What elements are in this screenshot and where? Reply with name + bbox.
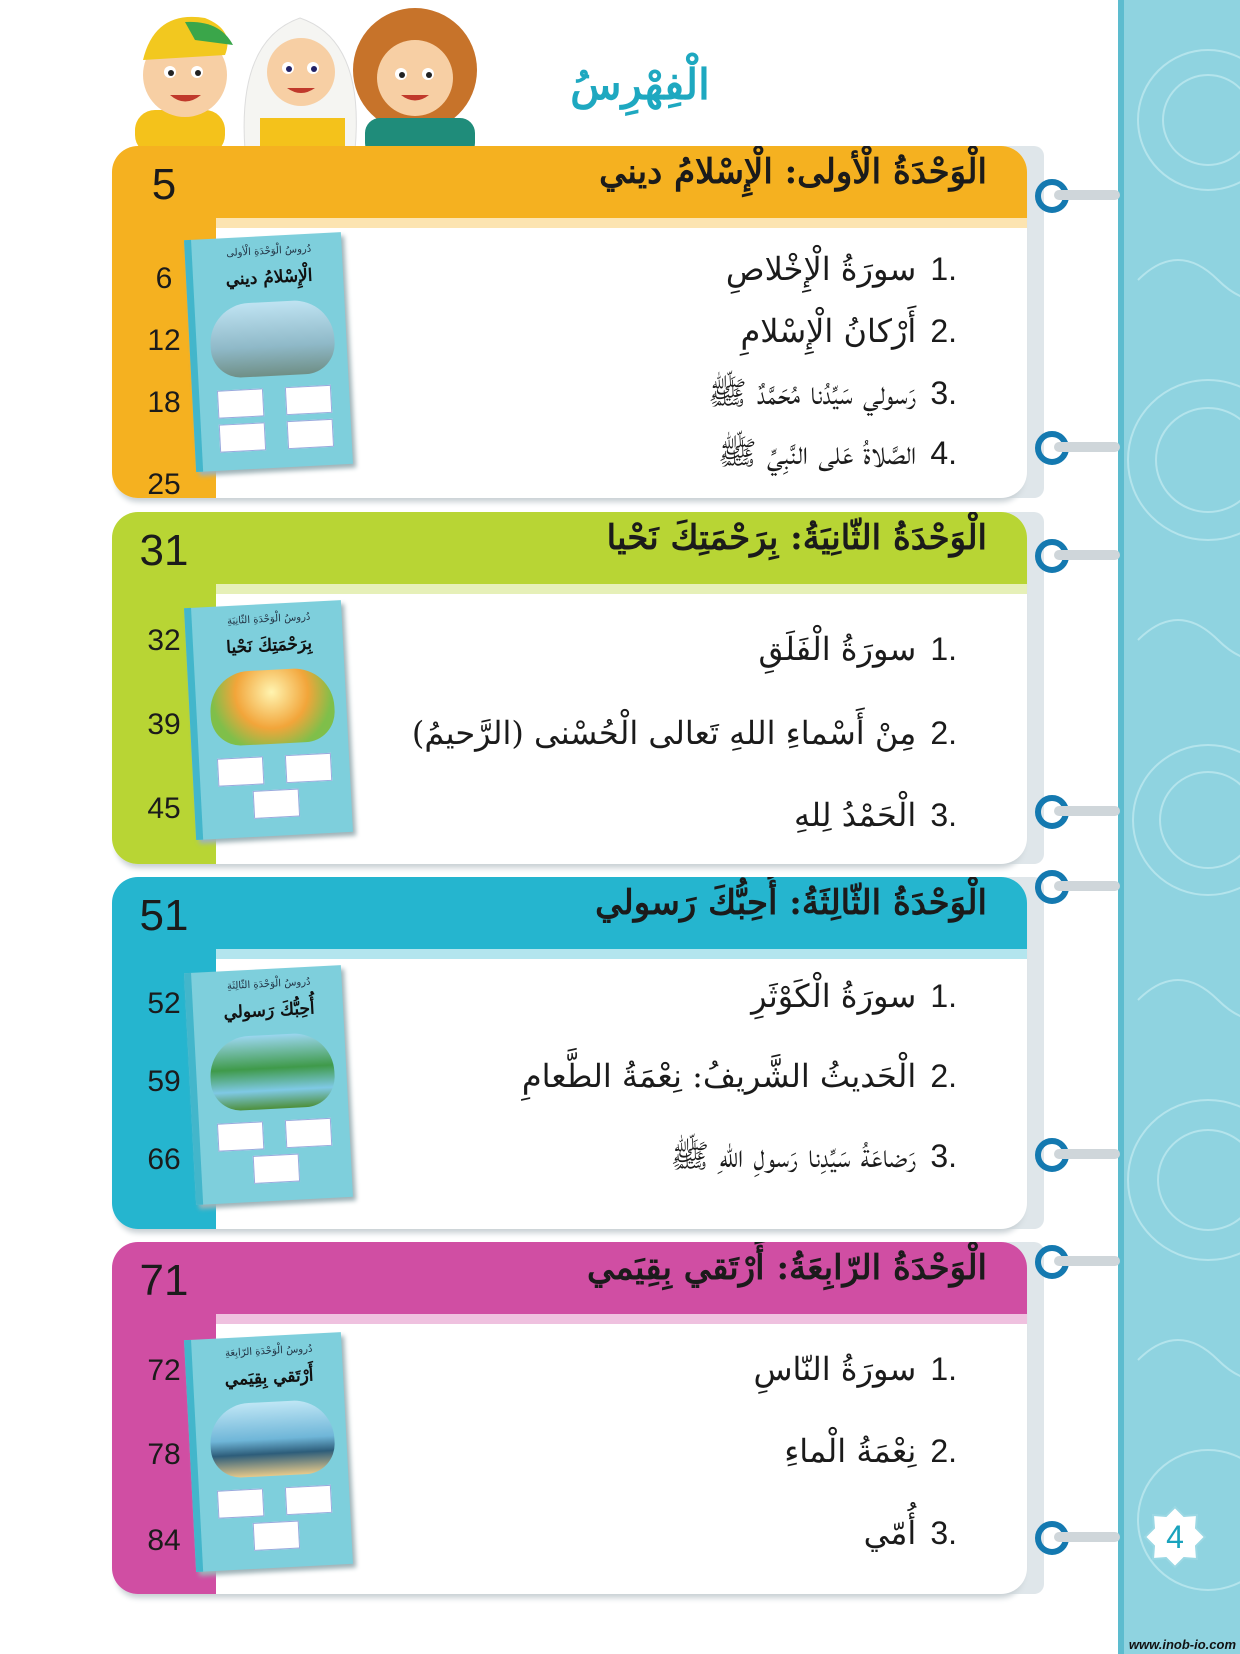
binder-ring-icon (1034, 867, 1124, 907)
watermark: www.inob-io.com (1128, 1637, 1236, 1652)
lesson-page-number: 25 (147, 468, 181, 498)
lesson-title: سورَةُ الْإِخْلاصِ (725, 250, 917, 288)
sunrise-picture (208, 667, 336, 747)
binder-ring-icon (1034, 1518, 1124, 1558)
unit-card (112, 512, 1027, 864)
binder-ring-icon (1034, 1242, 1124, 1282)
decorative-side-strip (1118, 0, 1240, 1654)
book-label: دُروسُ الْوَحْدَةِ الْأولى (225, 243, 312, 260)
lesson-title: سورَةُ النّاسِ (753, 1350, 917, 1388)
page-title: الْفِهْرِسُ (570, 60, 710, 109)
unit-start-page: 31 (139, 526, 189, 575)
lesson-item[interactable] (671, 1137, 958, 1183)
lesson-item[interactable] (522, 1057, 957, 1095)
lesson-title: نِعْمَةُ الْماءِ (784, 1432, 917, 1470)
beach-children-picture (208, 1399, 336, 1479)
mini-card (217, 1121, 264, 1151)
lesson-page-number: 52 (147, 987, 181, 1020)
book-title: بِرَحْمَتِكَ نَحْيا (225, 633, 313, 659)
book-label: دُروسُ الْوَحْدَةِ الرّابِعَةِ (224, 1343, 313, 1360)
mini-card (287, 419, 334, 449)
mini-card (253, 1154, 300, 1184)
lesson-number: .3 (930, 1138, 957, 1174)
unit-header-shade (216, 218, 1027, 228)
lesson-page-number: 39 (147, 708, 181, 741)
unit-start-page: 71 (139, 1256, 189, 1305)
lesson-number: .2 (930, 313, 957, 349)
lesson-page-number: 45 (147, 792, 181, 825)
book-title: أَرْتَقي بِقِيَمي (224, 1365, 314, 1391)
lesson-number: .1 (930, 978, 957, 1014)
mini-card (217, 1488, 264, 1518)
lesson-number: .3 (930, 375, 957, 411)
book-label: دُروسُ الْوَحْدَةِ الثّانِيَةِ (226, 611, 311, 628)
page-number: 4 (1166, 1519, 1184, 1555)
book-cover (184, 965, 353, 1205)
lesson-title: أُمّي (863, 1514, 917, 1552)
lesson-item[interactable] (784, 1432, 957, 1470)
mini-card (285, 753, 332, 783)
book-title: أُحِبُّكَ رَسولي (223, 998, 316, 1024)
unit-title: الْوَحْدَةُ الثّانِيَةُ: بِرَحْمَتِكَ نَحْيا (606, 518, 987, 558)
mini-card (285, 385, 332, 415)
lesson-item[interactable] (412, 714, 957, 752)
book-cover (184, 1332, 353, 1572)
unit-1 (112, 146, 1047, 498)
unit-3 (112, 877, 1047, 1229)
lesson-title: الْحَمْدُ لِلهِ (794, 796, 917, 834)
lesson-number: .1 (930, 1351, 957, 1387)
unit-start-page: 51 (139, 891, 189, 940)
lesson-page-number: 66 (147, 1143, 181, 1176)
lesson-page-number: 59 (147, 1065, 181, 1098)
book-title: الْإِسْلامُ ديني (225, 265, 314, 291)
binder-ring-icon (1034, 428, 1124, 468)
unit-book-thumbnail (184, 965, 354, 1205)
unit-card (112, 146, 1027, 498)
lesson-number: .2 (930, 1433, 957, 1469)
unit-2 (112, 512, 1047, 864)
unit-header-shade (216, 584, 1027, 594)
unit-title: الْوَحْدَةُ الْأولى: الْإِسْلامُ ديني (599, 152, 987, 192)
lesson-item[interactable] (740, 312, 957, 350)
unit-title: الْوَحْدَةُ الثّالِثَةُ: أُحِبُّكَ رَسولي (595, 883, 987, 923)
unit-start-page: 5 (151, 160, 177, 209)
lesson-item[interactable] (718, 434, 957, 480)
children-illustration (125, 0, 515, 150)
river-picture (208, 1032, 336, 1112)
lesson-title: رَسولي سَيِّدُنا مُحَمَّدٌ ﷺ (708, 374, 917, 412)
unit-header-shade (216, 949, 1027, 959)
mosque-picture (208, 299, 336, 379)
book-cover (184, 232, 353, 472)
mini-card (253, 1521, 300, 1551)
lesson-title: سورَةُ الْفَلَقِ (758, 630, 917, 668)
unit-book-thumbnail (184, 1332, 354, 1572)
mini-card (219, 422, 266, 452)
mini-card (253, 789, 300, 819)
book-label: دُروسُ الْوَحْدَةِ الثّالِثَةِ (226, 976, 311, 993)
lesson-title: سورَةُ الْكَوْثَرِ (751, 977, 917, 1015)
lesson-number: .2 (930, 715, 957, 751)
unit-4 (112, 1242, 1047, 1594)
mini-card (285, 1485, 332, 1515)
page-number-badge (1143, 1505, 1207, 1569)
unit-card (112, 877, 1027, 1229)
lesson-number: .1 (930, 631, 957, 667)
mini-card (285, 1118, 332, 1148)
unit-card (112, 1242, 1027, 1594)
lesson-page-number: 84 (147, 1524, 181, 1557)
lesson-item[interactable] (708, 374, 957, 420)
book-cover (184, 600, 353, 840)
binder-ring-icon (1034, 176, 1124, 216)
arabesque-pattern (1118, 0, 1240, 1654)
lesson-title: أَرْكانُ الْإِسْلامِ (740, 312, 917, 350)
binder-ring-icon (1034, 1135, 1124, 1175)
binder-ring-icon (1034, 792, 1124, 832)
lesson-title: مِنْ أَسْماءِ اللهِ تَعالى الْحُسْنى (الرَّحيمُ) (411, 714, 917, 752)
lesson-page-number: 6 (155, 262, 173, 295)
mini-card (217, 388, 264, 418)
unit-book-thumbnail (184, 232, 354, 472)
lesson-number: .2 (930, 1058, 957, 1094)
lesson-item[interactable] (794, 796, 957, 834)
lesson-page-number: 78 (147, 1438, 181, 1471)
lesson-number: .4 (930, 435, 957, 471)
lesson-page-number: 18 (147, 386, 181, 419)
lesson-number: .3 (930, 797, 957, 833)
lesson-page-number: 32 (147, 624, 181, 657)
lesson-item[interactable] (753, 1350, 957, 1388)
lesson-number: .3 (930, 1515, 957, 1551)
lesson-item[interactable] (758, 630, 957, 668)
unit-book-thumbnail (184, 600, 354, 840)
unit-title: الْوَحْدَةُ الرّابِعَةُ: أَرْتَقي بِقِيَمي (587, 1248, 987, 1288)
lesson-title: الْحَديثُ الشَّريفُ: نِعْمَةُ الطَّعامِ (521, 1057, 917, 1095)
mini-card (217, 756, 264, 786)
lesson-item[interactable] (864, 1514, 957, 1552)
lesson-number: .1 (930, 251, 957, 287)
lesson-page-number: 72 (147, 1354, 181, 1387)
unit-header-shade (216, 1314, 1027, 1324)
lesson-title: رَضاعَةُ سَيِّدِنا رَسولِ اللهِ ﷺ (670, 1137, 917, 1175)
lesson-item[interactable] (751, 977, 957, 1015)
binder-ring-icon (1034, 536, 1124, 576)
lesson-item[interactable] (726, 250, 957, 288)
lesson-page-number: 12 (147, 324, 181, 357)
lesson-title: الصَّلاةُ عَلى النَّبِيِّ ﷺ (717, 434, 917, 472)
